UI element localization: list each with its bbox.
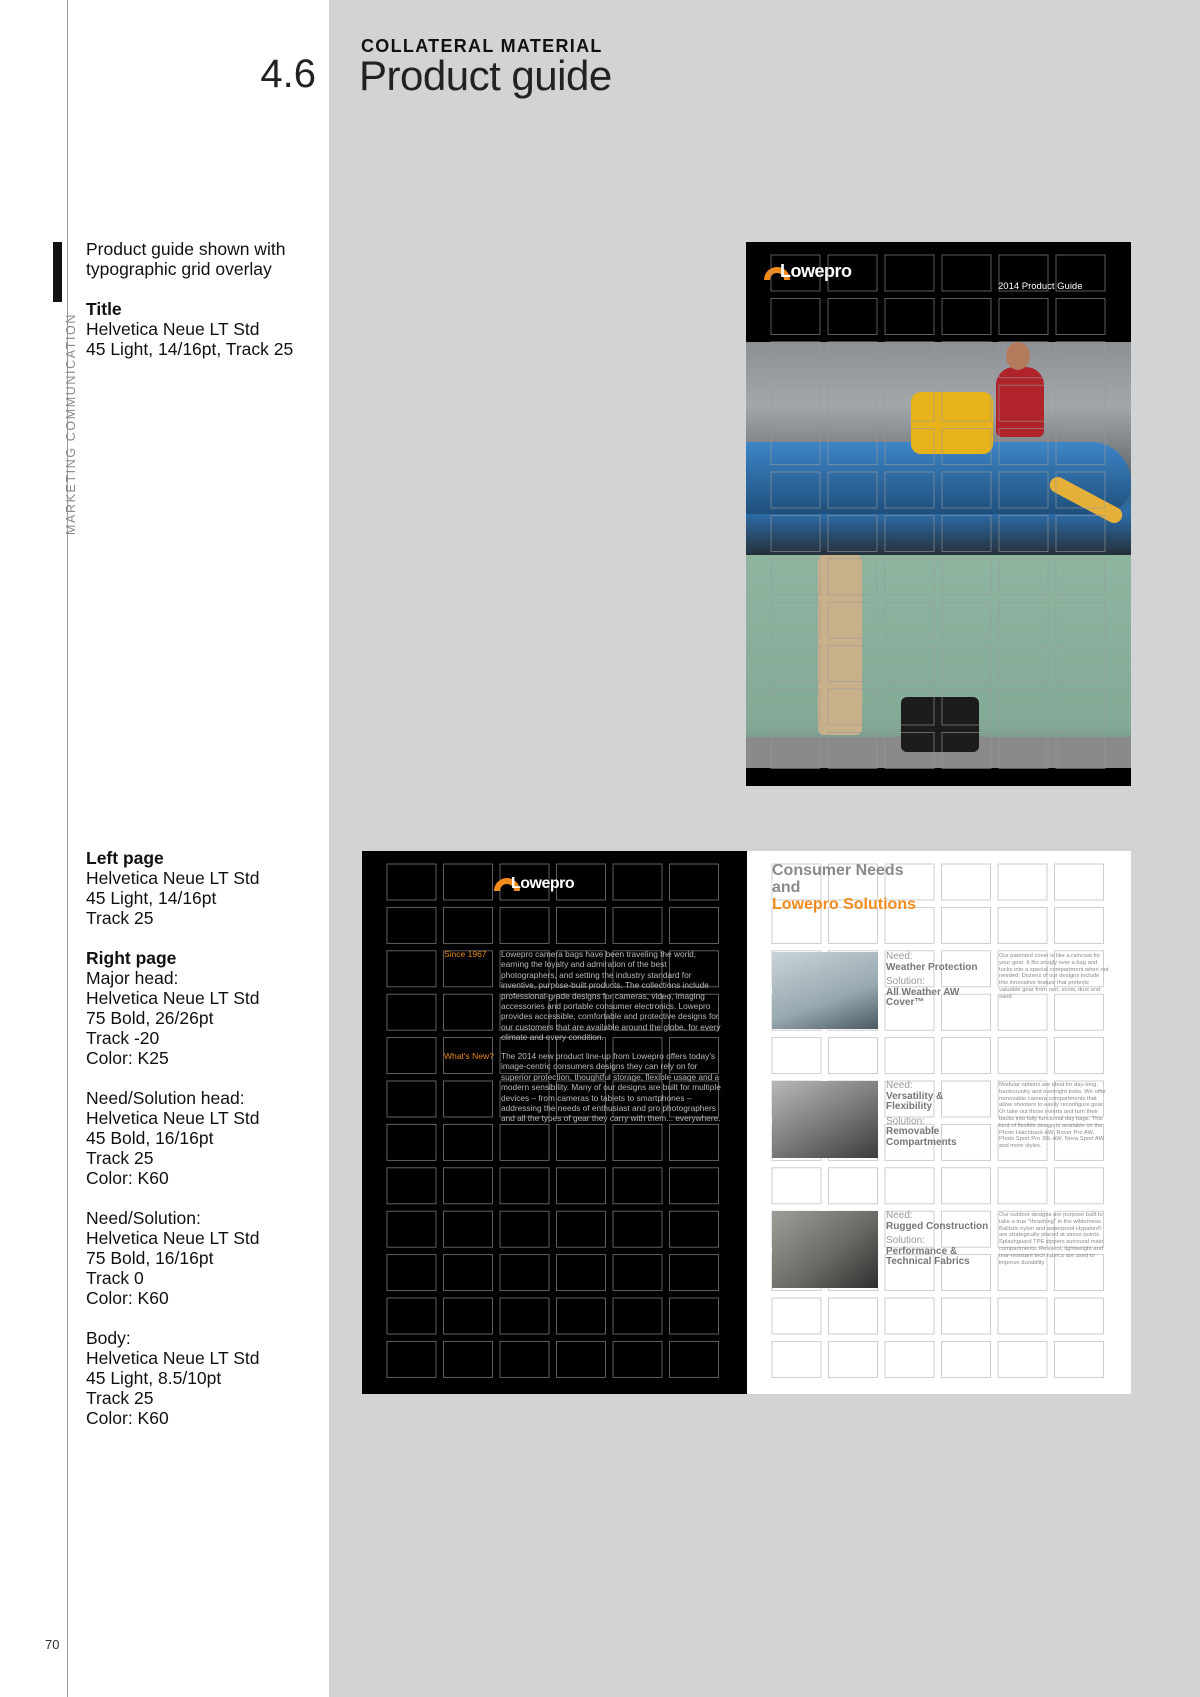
spec-line: Need/Solution head: [86, 1088, 245, 1108]
grid-cell [387, 1168, 436, 1204]
grid-cell [500, 1211, 549, 1247]
grid-cell [772, 1298, 821, 1334]
grid-cell [828, 429, 877, 465]
grid-cell [444, 994, 493, 1030]
grid-cell [771, 646, 820, 682]
grid-cell [942, 255, 991, 291]
spread-logo [492, 871, 574, 893]
grid-cell [771, 689, 820, 725]
grid-cell [500, 1298, 549, 1334]
grid-cell [771, 559, 820, 595]
grid-cell [1056, 689, 1105, 725]
grid-cell [999, 298, 1048, 334]
grid-cell [387, 1211, 436, 1247]
spec-line: Need/Solution: [86, 1208, 201, 1228]
solution-text: Performance & Technical Fabrics [886, 1245, 970, 1267]
body-spec [86, 1328, 318, 1428]
grid-cell [942, 559, 991, 595]
grid-cell [942, 1298, 991, 1334]
grid-cell [942, 602, 991, 638]
grid-cell [829, 1038, 878, 1074]
grid-cell [999, 515, 1048, 551]
grid-cell [670, 1168, 719, 1204]
grid-cell [771, 472, 820, 508]
grid-cell [772, 1168, 821, 1204]
grid-cell [999, 342, 1048, 378]
spec-line: 45 Light, 14/16pt [86, 888, 217, 908]
grid-cell [444, 1081, 493, 1117]
grid-cell [1055, 907, 1104, 943]
grid-cell [557, 1124, 606, 1160]
grid-cell [1056, 298, 1105, 334]
grid-cell [444, 907, 493, 943]
grid-cell [500, 1341, 549, 1377]
since-label: Since 1967 [444, 949, 487, 959]
grid-cell [828, 732, 877, 768]
grid-cell [613, 864, 662, 900]
grid-cell [885, 559, 934, 595]
spec-line: 45 Light, 8.5/10pt [86, 1368, 222, 1388]
grid-cell [942, 515, 991, 551]
grid-cell [1056, 342, 1105, 378]
spread-logo-text: Lowepro [511, 875, 575, 892]
spec-line: Track 25 [86, 1148, 154, 1168]
grid-cell [670, 864, 719, 900]
spec-line: Track -20 [86, 1028, 160, 1048]
grid-cell [772, 1341, 821, 1377]
weather-bag-photo [772, 952, 878, 1029]
spec-line: Color: K25 [86, 1048, 169, 1068]
grid-cell [444, 1168, 493, 1204]
grid-cell [829, 1168, 878, 1204]
grid-cell [500, 907, 549, 943]
grid-cell [829, 1341, 878, 1377]
need-text: Weather Protection [886, 961, 978, 973]
grid-cell [387, 907, 436, 943]
grid-cell [771, 515, 820, 551]
left-page-spec [86, 848, 318, 928]
grid-cell [942, 689, 991, 725]
grid-cell [828, 515, 877, 551]
need-label: Need: [886, 1210, 913, 1221]
grid-cell [828, 342, 877, 378]
grid-cell [444, 1255, 493, 1291]
grid-cell [613, 907, 662, 943]
grid-cell [771, 385, 820, 421]
grid-cell [1056, 646, 1105, 682]
grid-cell [557, 1298, 606, 1334]
grid-cell [942, 429, 991, 465]
grid-cell [670, 1341, 719, 1377]
grid-cell [998, 907, 1047, 943]
grid-cell [1055, 864, 1104, 900]
grid-cell [613, 1211, 662, 1247]
grid-cell [613, 1124, 662, 1160]
need-solution-spec [86, 1208, 318, 1308]
need-solution-block [886, 952, 991, 1009]
grid-cell [828, 689, 877, 725]
grid-cell [999, 646, 1048, 682]
grid-cell [1055, 1168, 1104, 1204]
spec-block-spread [86, 848, 318, 1448]
major-head [772, 862, 932, 913]
spec-line: Helvetica Neue LT Std [86, 1108, 260, 1128]
spec-line: Helvetica Neue LT Std [86, 868, 260, 888]
grid-cell [998, 864, 1047, 900]
spec-line: Helvetica Neue LT Std [86, 1348, 260, 1368]
grid-cell [444, 864, 493, 900]
grid-cell [942, 864, 991, 900]
need-text: Rugged Construction [886, 1220, 989, 1232]
spread-right-page [747, 851, 1131, 1394]
spec-line: Track 0 [86, 1268, 144, 1288]
grid-cell [771, 429, 820, 465]
grid-cell [500, 1168, 549, 1204]
whats-new-label: What's New? [444, 1051, 494, 1061]
grid-cell [500, 1124, 549, 1160]
grid-cell [942, 907, 991, 943]
solution-text: Removable Compartments [886, 1126, 957, 1148]
spec-line: Body: [86, 1328, 131, 1348]
grid-cell [387, 1255, 436, 1291]
need-solution-block [886, 1211, 991, 1268]
grid-cell [885, 255, 934, 291]
solution-label: Solution: [886, 1235, 925, 1246]
spec-line: Helvetica Neue LT Std [86, 988, 260, 1008]
grid-cell [828, 385, 877, 421]
page-number: 70 [45, 1637, 60, 1652]
cover-logo-text: Lowepro [780, 261, 852, 281]
need-label: Need: [886, 1080, 913, 1091]
grid-cell [999, 689, 1048, 725]
grid-cell [828, 646, 877, 682]
grid-cell [771, 602, 820, 638]
spec-line: Track 25 [86, 1388, 154, 1408]
grid-cell [1056, 472, 1105, 508]
grid-cell [885, 602, 934, 638]
rugged-bag-photo [772, 1211, 878, 1288]
grid-cell [942, 1038, 991, 1074]
grid-cell [444, 1211, 493, 1247]
grid-cell [885, 1038, 934, 1074]
grid-cell [828, 255, 877, 291]
spec-line: Color: K60 [86, 1408, 169, 1428]
grid-cell [885, 1168, 934, 1204]
grid-cell [942, 1341, 991, 1377]
spec-block-cover [86, 239, 318, 359]
grid-cell [942, 342, 991, 378]
grid-cell [557, 1168, 606, 1204]
grid-cell [771, 298, 820, 334]
grid-cell [999, 472, 1048, 508]
grid-cell [828, 559, 877, 595]
grid-cell [771, 342, 820, 378]
compartment-photo [772, 1081, 878, 1158]
grid-cell [942, 732, 991, 768]
title-spec [86, 299, 318, 359]
grid-cell [670, 1255, 719, 1291]
grid-cell [1056, 385, 1105, 421]
grid-cell [829, 1298, 878, 1334]
grid-cell [999, 385, 1048, 421]
grid-cell [670, 1298, 719, 1334]
grid-cell [387, 1038, 436, 1074]
grid-cell [557, 1211, 606, 1247]
overlay-caption: Product guide shown with typographic grid overlay [86, 239, 286, 279]
grid-cell [670, 907, 719, 943]
grid-cell [670, 1211, 719, 1247]
title-spec-line: 45 Light, 14/16pt, Track 25 [86, 339, 294, 359]
grid-cell [1056, 602, 1105, 638]
spec-line: Helvetica Neue LT Std [86, 1228, 260, 1248]
grid-cell [999, 732, 1048, 768]
grid-cell [1055, 1298, 1104, 1334]
margin-rule [67, 0, 68, 1697]
grid-cell [885, 646, 934, 682]
grid-cell [999, 429, 1048, 465]
major-head-gray: Consumer Needs and [772, 862, 904, 896]
need-solution-body: Our outdoor designs are purpose built to take a true "thrashing" in the wilderness. Ballistic nylon and waterproof Hypalon® are strategically placed at stress points. Splashguard TPE zippers surround main compartments. Resilient, lightweight and tear-resistant tech fabrics are used to improve durability. [999, 1212, 1104, 1266]
grid-cell [885, 472, 934, 508]
spec-line: Major head: [86, 968, 179, 988]
grid-cell [999, 255, 1048, 291]
grid-cell [771, 255, 820, 291]
grid-cell [387, 951, 436, 987]
grid-cell [885, 1298, 934, 1334]
need-solution-block [886, 1081, 991, 1148]
cover-guide-title: 2014 Product Guide [998, 281, 1083, 292]
grid-cell [942, 298, 991, 334]
grid-cell [613, 1341, 662, 1377]
title-spec-label: Title [86, 299, 122, 319]
section-marker-bar [53, 242, 62, 302]
solution-text: All Weather AW Cover™ [886, 986, 960, 1008]
spec-line: Track 25 [86, 908, 154, 928]
spec-line: Color: K60 [86, 1288, 169, 1308]
solution-label: Solution: [886, 976, 925, 987]
grid-cell [772, 1038, 821, 1074]
spec-line: 75 Bold, 16/16pt [86, 1248, 214, 1268]
grid-cell [885, 1341, 934, 1377]
grid-cell [387, 1124, 436, 1160]
grid-cell [387, 1298, 436, 1334]
whats-new-body: The 2014 new product line-up from Lowepro offers today's image-centric consumers designs they can rely on for superior protection, thoughtful storage, flexible usage and a modern sensibility. Many of our designs are built for multiple devices – from cameras to tablets to smartphones – addressing the needs of enthusiast and pro photographers and all the types of gear they carry with them... everywhere. [501, 1051, 721, 1124]
product-guide-cover [746, 242, 1131, 786]
grid-cell [557, 907, 606, 943]
spread-left-page [362, 851, 747, 1394]
grid-cell [1056, 515, 1105, 551]
grid-cell [1055, 1341, 1104, 1377]
page-title: Product guide [359, 52, 612, 99]
grid-cell [942, 472, 991, 508]
spec-line: 75 Bold, 26/26pt [86, 1008, 214, 1028]
need-solution-body: Our patented cover is like a raincoat for your gear. It fits snugly over a bag and tucks into a special compartment when not needed. Dozens of our designs include this innovative feature that protects valuable gear from rain, snow, dust and sand. [999, 953, 1109, 1000]
since-body: Lowepro camera bags have been traveling the world, earning the loyalty and admiration of the best photographers, and setting the industry standard for inventive, purpose-built products. The collections include professional-grade designs for cameras, video, imaging accessories and portable consumer electronics. Lowepro provides accessible, comfortable and protective designs for our customers that are available around the globe, for every climate and every condition. [501, 949, 721, 1043]
right-page-spec [86, 948, 318, 1068]
grid-cell [387, 1081, 436, 1117]
grid-cell [387, 994, 436, 1030]
grid-cell [1055, 1038, 1104, 1074]
grid-cell [998, 1168, 1047, 1204]
spec-line: Color: K60 [86, 1168, 169, 1188]
grid-cell [444, 1124, 493, 1160]
grid-cell [999, 602, 1048, 638]
eyebrow-heading: COLLATERAL MATERIAL [361, 36, 603, 56]
left-page-label: Left page [86, 848, 164, 868]
spec-line: 45 Bold, 16/16pt [86, 1128, 214, 1148]
grid-cell [885, 298, 934, 334]
grid-cell [885, 385, 934, 421]
grid-cell [1056, 732, 1105, 768]
grid-cell [670, 1124, 719, 1160]
grid-cell [885, 689, 934, 725]
grid-cell [998, 1038, 1047, 1074]
grid-cell [557, 1341, 606, 1377]
grid-cell [387, 864, 436, 900]
grid-cell [613, 1168, 662, 1204]
grid-cell [828, 472, 877, 508]
grid-cell [1056, 559, 1105, 595]
grid-cell [828, 602, 877, 638]
grid-cell [942, 1168, 991, 1204]
need-text: Versatility & Flexibility [886, 1090, 944, 1112]
grid-cell [557, 1255, 606, 1291]
need-solution-body: Modular options are ideal for day-long, backcountry and overnight treks. We offer removable camera compartments that allow shooters to easily reconfigure gear. Or take out those inserts and turn their backs into fully functional day bags. This kind of flexible design is available on the Photo Hatchback AW, Rover Pro AW, Photo Sport Pro 30L AW, Nova Sport AW and more styles. [999, 1082, 1107, 1150]
grid-cell [1056, 255, 1105, 291]
major-head-orange: Lowepro Solutions [772, 896, 916, 913]
grid-cell [998, 1341, 1047, 1377]
grid-cell [613, 1255, 662, 1291]
solution-label: Solution: [886, 1115, 925, 1127]
grid-cell [500, 1255, 549, 1291]
vertical-section-label: MARKETING COMMUNICATION [64, 313, 78, 535]
need-solution-head-spec [86, 1088, 318, 1188]
grid-cell [942, 646, 991, 682]
title-spec-line: Helvetica Neue LT Std [86, 319, 260, 339]
grid-cell [613, 1298, 662, 1334]
grid-cell [1056, 429, 1105, 465]
cover-grid-overlay [746, 242, 1131, 786]
section-number: 4.6 [260, 52, 316, 96]
grid-cell [998, 1298, 1047, 1334]
grid-cell [885, 429, 934, 465]
grid-cell [387, 1341, 436, 1377]
grid-cell [885, 732, 934, 768]
grid-cell [885, 342, 934, 378]
grid-cell [444, 1341, 493, 1377]
need-label: Need: [886, 951, 913, 962]
grid-cell [942, 385, 991, 421]
right-page-label: Right page [86, 948, 177, 968]
grid-cell [999, 559, 1048, 595]
grid-cell [885, 515, 934, 551]
grid-cell [828, 298, 877, 334]
grid-cell [771, 732, 820, 768]
grid-cell [444, 1298, 493, 1334]
